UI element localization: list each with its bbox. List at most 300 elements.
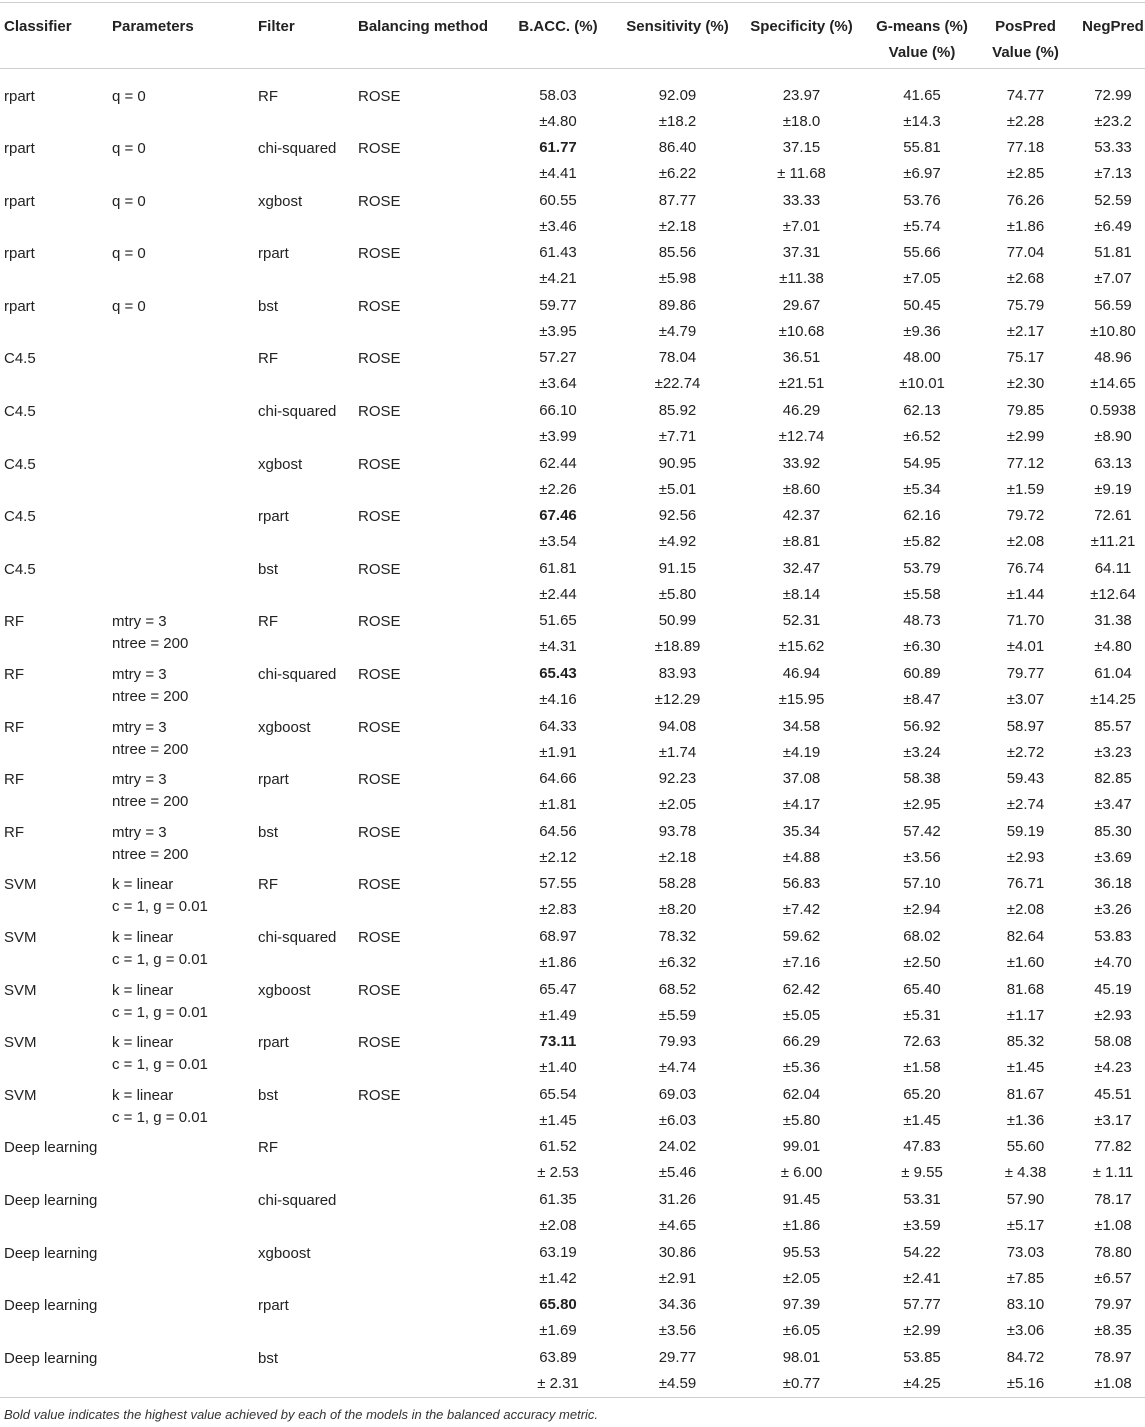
col-header-gmeans: G-means (%) Value (%) xyxy=(864,3,980,69)
filter-label: xgboost xyxy=(258,981,311,999)
sensitivity-sd: ±18.2 xyxy=(658,112,697,130)
pospred-value: 74.77 xyxy=(1006,86,1045,104)
negpred-value: 72.61 xyxy=(1094,507,1132,525)
gmeans-value: 72.63 xyxy=(903,1033,941,1051)
classifier-cell xyxy=(0,398,112,451)
gmeans-sd: ±3.59 xyxy=(903,1216,941,1234)
negpred-sd: ±6.49 xyxy=(1094,217,1132,235)
gmeans-cell xyxy=(864,83,980,136)
specificity-cell xyxy=(739,1345,864,1398)
pospred-cell xyxy=(980,556,1071,609)
table-row xyxy=(0,766,1145,819)
pospred-sd: ±3.07 xyxy=(1006,691,1045,709)
bacc-value: 61.77 xyxy=(539,139,577,157)
pospred-value: 83.10 xyxy=(1006,1296,1045,1314)
negpred-sd: ±7.13 xyxy=(1094,165,1132,183)
sensitivity-sd: ±4.92 xyxy=(658,533,697,551)
gmeans-cell xyxy=(864,188,980,241)
bacc-sd: ±4.41 xyxy=(539,165,577,183)
gmeans-cell xyxy=(864,345,980,398)
filter-label: RF xyxy=(258,876,278,894)
specificity-cell xyxy=(739,1134,864,1187)
filter-label: rpart xyxy=(258,1034,289,1052)
classifier-cell xyxy=(0,661,112,714)
negpred-cell xyxy=(1071,871,1145,924)
specificity-sd: ±2.05 xyxy=(782,1269,821,1287)
sensitivity-sd: ±5.80 xyxy=(658,585,697,603)
col-header-parameters: Parameters xyxy=(112,3,258,69)
sensitivity-sd: ±4.59 xyxy=(658,1374,697,1392)
table-row xyxy=(0,661,1145,714)
specificity-value: 97.39 xyxy=(782,1296,821,1314)
classifier-label: RF xyxy=(4,823,24,841)
pospred-cell xyxy=(980,714,1071,767)
table-row xyxy=(0,608,1145,661)
bacc-cell xyxy=(500,451,616,504)
bacc-value: 60.55 xyxy=(539,191,577,209)
table-row xyxy=(0,977,1145,1030)
balancing-cell xyxy=(358,345,500,398)
classifier-label: rpart xyxy=(4,192,35,210)
gmeans-sd: ±9.36 xyxy=(903,322,941,340)
filter-label: xgbost xyxy=(258,192,303,210)
specificity-sd: ±1.86 xyxy=(782,1216,821,1234)
sensitivity-value: 30.86 xyxy=(658,1243,697,1261)
col-header-specificity: Specificity (%) xyxy=(739,3,864,69)
classifier-cell xyxy=(0,608,112,661)
pospred-value: 57.90 xyxy=(1006,1190,1045,1208)
sensitivity-cell xyxy=(616,135,739,188)
table-row xyxy=(0,345,1145,398)
negpred-sd: ±1.08 xyxy=(1094,1374,1132,1392)
gmeans-value: 47.83 xyxy=(903,1138,941,1156)
parameters-cell xyxy=(112,1292,258,1345)
filter-cell xyxy=(258,240,358,293)
balancing-label: ROSE xyxy=(358,403,401,421)
filter-cell xyxy=(258,293,358,346)
negpred-sd: ±14.25 xyxy=(1090,691,1136,709)
pospred-value: 77.18 xyxy=(1006,139,1045,157)
table-row xyxy=(0,293,1145,346)
parameters-cell xyxy=(112,819,258,872)
parameter-line: c = 1, g = 0.01 xyxy=(112,1003,208,1021)
parameters-cell xyxy=(112,1240,258,1293)
negpred-cell xyxy=(1071,293,1145,346)
sensitivity-sd: ±1.74 xyxy=(658,743,697,761)
parameter-line: q = 0 xyxy=(112,192,146,210)
sensitivity-cell xyxy=(616,1082,739,1135)
classifier-label: SVM xyxy=(4,876,37,894)
balancing-cell xyxy=(358,766,500,819)
pospred-cell xyxy=(980,819,1071,872)
gmeans-sd: ±4.25 xyxy=(903,1374,941,1392)
bacc-value: 65.43 xyxy=(539,665,577,683)
bacc-sd: ±1.42 xyxy=(539,1269,577,1287)
pospred-cell xyxy=(980,83,1071,136)
gmeans-sd: ±8.47 xyxy=(903,691,941,709)
table-row xyxy=(0,1029,1145,1082)
sensitivity-sd: ±2.18 xyxy=(658,848,697,866)
filter-cell xyxy=(258,135,358,188)
filter-label: chi-squared xyxy=(258,403,337,421)
parameter-line: ntree = 200 xyxy=(112,845,189,863)
filter-cell xyxy=(258,188,358,241)
sensitivity-cell xyxy=(616,1345,739,1398)
negpred-value: 82.85 xyxy=(1094,770,1132,788)
pospred-cell xyxy=(980,766,1071,819)
sensitivity-value: 87.77 xyxy=(658,191,697,209)
gmeans-value: 60.89 xyxy=(903,665,941,683)
classifier-cell xyxy=(0,1345,112,1398)
filter-cell xyxy=(258,924,358,977)
balancing-label: ROSE xyxy=(358,981,401,999)
specificity-cell xyxy=(739,1187,864,1240)
specificity-value: 42.37 xyxy=(782,507,821,525)
bacc-value: 58.03 xyxy=(539,86,577,104)
classifier-cell xyxy=(0,924,112,977)
filter-label: bst xyxy=(258,297,279,315)
pospred-sd: ±2.28 xyxy=(1006,112,1045,130)
specificity-value: 29.67 xyxy=(782,296,821,314)
bacc-value: 65.54 xyxy=(539,1085,577,1103)
balancing-cell xyxy=(358,608,500,661)
specificity-cell xyxy=(739,345,864,398)
parameter-line: k = linear xyxy=(112,1034,174,1052)
table-row xyxy=(0,924,1145,977)
pospred-cell xyxy=(980,240,1071,293)
negpred-cell xyxy=(1071,556,1145,609)
bacc-cell xyxy=(500,766,616,819)
sensitivity-sd: ±5.59 xyxy=(658,1006,697,1024)
sensitivity-value: 83.93 xyxy=(658,665,697,683)
pospred-sd: ±2.72 xyxy=(1006,743,1045,761)
sensitivity-value: 24.02 xyxy=(658,1138,697,1156)
specificity-value: 99.01 xyxy=(782,1138,821,1156)
pospred-sd: ±7.85 xyxy=(1006,1269,1045,1287)
classifier-cell xyxy=(0,188,112,241)
classifier-cell xyxy=(0,293,112,346)
classifier-label: C4.5 xyxy=(4,560,36,578)
gmeans-cell xyxy=(864,766,980,819)
sensitivity-value: 92.09 xyxy=(658,86,697,104)
bacc-cell xyxy=(500,1240,616,1293)
specificity-sd: ±4.19 xyxy=(782,743,821,761)
specificity-value: 52.31 xyxy=(782,612,821,630)
parameter-line: k = linear xyxy=(112,1086,174,1104)
parameters-cell xyxy=(112,135,258,188)
table-row xyxy=(0,1292,1145,1345)
sensitivity-cell xyxy=(616,1029,739,1082)
balancing-label: ROSE xyxy=(358,613,401,631)
bacc-sd: ±4.80 xyxy=(539,112,577,130)
pospred-sd: ±5.16 xyxy=(1006,1374,1045,1392)
classifier-cell xyxy=(0,1134,112,1187)
gmeans-cell xyxy=(864,240,980,293)
negpred-cell xyxy=(1071,1029,1145,1082)
classifier-cell xyxy=(0,819,112,872)
classifier-label: RF xyxy=(4,718,24,736)
sensitivity-sd: ±8.20 xyxy=(658,901,697,919)
negpred-sd: ±8.90 xyxy=(1094,428,1132,446)
col-header-pospred: PosPred Value (%) xyxy=(980,3,1071,69)
sensitivity-value: 86.40 xyxy=(658,139,697,157)
specificity-value: 98.01 xyxy=(782,1348,821,1366)
gmeans-cell xyxy=(864,1187,980,1240)
balancing-cell xyxy=(358,556,500,609)
sensitivity-cell xyxy=(616,977,739,1030)
specificity-value: 33.33 xyxy=(782,191,821,209)
sensitivity-sd: ±18.89 xyxy=(654,638,701,656)
specificity-sd: ±11.38 xyxy=(779,270,824,288)
col-header-balancing: Balancing method xyxy=(358,3,500,69)
negpred-sd: ±3.17 xyxy=(1094,1111,1132,1129)
classifier-label: RF xyxy=(4,666,24,684)
bacc-cell xyxy=(500,1187,616,1240)
specificity-sd: ±18.0 xyxy=(782,112,821,130)
pospred-sd: ±1.44 xyxy=(1006,585,1045,603)
pospred-cell xyxy=(980,871,1071,924)
negpred-cell xyxy=(1071,83,1145,136)
pospred-sd: ±4.01 xyxy=(1006,638,1045,656)
balancing-label: ROSE xyxy=(358,666,401,684)
specificity-cell xyxy=(739,398,864,451)
pospred-cell xyxy=(980,924,1071,977)
pospred-sd: ±2.85 xyxy=(1006,165,1045,183)
negpred-value: 64.11 xyxy=(1094,559,1132,577)
bacc-cell xyxy=(500,83,616,136)
sensitivity-cell xyxy=(616,819,739,872)
sensitivity-value: 93.78 xyxy=(658,822,697,840)
pospred-value: 82.64 xyxy=(1006,928,1045,945)
sensitivity-cell xyxy=(616,924,739,977)
balancing-cell xyxy=(358,1240,500,1293)
filter-label: bst xyxy=(258,560,279,578)
gmeans-cell xyxy=(864,1134,980,1187)
filter-label: xgbost xyxy=(258,455,303,473)
specificity-value: 33.92 xyxy=(782,454,821,472)
balancing-cell xyxy=(358,819,500,872)
pospred-cell xyxy=(980,661,1071,714)
table-row xyxy=(0,1187,1145,1240)
pospred-value: 76.71 xyxy=(1006,875,1045,893)
gmeans-sd: ±1.45 xyxy=(903,1111,941,1129)
negpred-sd: ±9.19 xyxy=(1094,480,1132,498)
classifier-label: Deep learning xyxy=(4,1139,98,1157)
gmeans-cell xyxy=(864,1082,980,1135)
table-row xyxy=(0,83,1145,136)
bacc-sd: ±1.49 xyxy=(539,1006,577,1024)
bacc-value: 61.52 xyxy=(539,1138,577,1156)
filter-cell xyxy=(258,661,358,714)
parameter-line: k = linear xyxy=(112,876,174,894)
balancing-cell xyxy=(358,503,500,556)
sensitivity-sd: ±12.29 xyxy=(654,691,701,709)
bacc-sd: ± 2.31 xyxy=(537,1374,579,1392)
filter-label: bst xyxy=(258,823,279,841)
classifier-cell xyxy=(0,1029,112,1082)
sensitivity-value: 50.99 xyxy=(658,612,697,630)
classifier-label: Deep learning xyxy=(4,1244,98,1262)
specificity-sd: ±21.51 xyxy=(778,375,825,393)
pospred-cell xyxy=(980,135,1071,188)
parameters-cell xyxy=(112,1029,258,1082)
negpred-sd: ±6.57 xyxy=(1094,1269,1132,1287)
gmeans-sd: ±5.74 xyxy=(903,217,941,235)
balancing-cell xyxy=(358,1187,500,1240)
gmeans-sd: ±6.52 xyxy=(903,428,941,446)
header-row xyxy=(0,3,1145,69)
filter-label: xgboost xyxy=(258,718,311,736)
specificity-sd: ±5.05 xyxy=(782,1006,821,1024)
negpred-value: 77.82 xyxy=(1094,1138,1132,1156)
pospred-value: 55.60 xyxy=(1006,1138,1045,1156)
table-row xyxy=(0,556,1145,609)
parameter-line: c = 1, g = 0.01 xyxy=(112,898,208,916)
negpred-value: 85.57 xyxy=(1094,717,1132,735)
parameter-line: ntree = 200 xyxy=(112,793,189,811)
table-row xyxy=(0,1082,1145,1135)
specificity-cell xyxy=(739,188,864,241)
parameters-cell xyxy=(112,293,258,346)
gmeans-cell xyxy=(864,1240,980,1293)
specificity-value: 46.29 xyxy=(782,402,821,420)
negpred-value: 48.96 xyxy=(1094,349,1132,367)
sensitivity-cell xyxy=(616,398,739,451)
bacc-sd: ±1.69 xyxy=(539,1322,577,1340)
sensitivity-cell xyxy=(616,556,739,609)
sensitivity-cell xyxy=(616,714,739,767)
negpred-sd: ± 1.11 xyxy=(1092,1164,1134,1182)
bacc-cell xyxy=(500,503,616,556)
pospred-cell xyxy=(980,1082,1071,1135)
balancing-cell xyxy=(358,240,500,293)
parameters-cell xyxy=(112,977,258,1030)
pospred-sd: ±1.17 xyxy=(1006,1006,1045,1024)
sensitivity-value: 58.28 xyxy=(658,875,697,893)
sensitivity-sd: ±4.65 xyxy=(658,1216,697,1234)
bacc-sd: ±3.64 xyxy=(539,375,577,393)
balancing-label: ROSE xyxy=(358,350,401,368)
negpred-sd: ±3.47 xyxy=(1094,796,1132,814)
parameters-cell xyxy=(112,83,258,136)
pospred-sd: ±3.06 xyxy=(1006,1322,1045,1340)
classifier-cell xyxy=(0,83,112,136)
gmeans-sd: ±3.24 xyxy=(903,743,941,761)
balancing-label: ROSE xyxy=(358,297,401,315)
gmeans-value: 62.16 xyxy=(903,507,941,525)
gmeans-sd: ±7.05 xyxy=(903,270,941,288)
bacc-cell xyxy=(500,293,616,346)
negpred-cell xyxy=(1071,1187,1145,1240)
balancing-cell xyxy=(358,83,500,136)
negpred-cell xyxy=(1071,503,1145,556)
parameters-cell xyxy=(112,451,258,504)
pospred-sd: ±5.17 xyxy=(1006,1216,1045,1234)
specificity-value: 62.42 xyxy=(782,980,821,998)
specificity-cell xyxy=(739,503,864,556)
sensitivity-value: 85.92 xyxy=(658,402,697,420)
filter-label: RF xyxy=(258,613,278,631)
filter-label: bst xyxy=(258,1349,279,1367)
classifier-cell xyxy=(0,1240,112,1293)
balancing-label: ROSE xyxy=(358,823,401,841)
negpred-cell xyxy=(1071,188,1145,241)
parameters-cell xyxy=(112,345,258,398)
parameters-cell xyxy=(112,1187,258,1240)
bacc-cell xyxy=(500,188,616,241)
parameters-cell xyxy=(112,766,258,819)
bacc-cell xyxy=(500,1292,616,1345)
gmeans-value: 57.10 xyxy=(903,875,941,893)
gmeans-sd: ±2.50 xyxy=(903,954,941,971)
sensitivity-cell xyxy=(616,871,739,924)
parameter-line: k = linear xyxy=(112,929,174,946)
bacc-cell xyxy=(500,1134,616,1187)
sensitivity-cell xyxy=(616,1134,739,1187)
filter-cell xyxy=(258,1240,358,1293)
classifier-label: RF xyxy=(4,613,24,631)
bacc-sd: ±3.46 xyxy=(539,217,577,235)
filter-label: chi-squared xyxy=(258,666,337,684)
sensitivity-sd: ±6.32 xyxy=(658,954,697,971)
specificity-sd: ±7.42 xyxy=(782,901,821,919)
sensitivity-sd: ±2.91 xyxy=(658,1269,697,1287)
pospred-sd: ± 4.38 xyxy=(1004,1164,1047,1182)
parameter-line: mtry = 3 xyxy=(112,613,167,631)
pospred-value: 58.97 xyxy=(1006,717,1045,735)
balancing-cell xyxy=(358,1134,500,1187)
classifier-label: rpart xyxy=(4,245,35,263)
bacc-cell xyxy=(500,924,616,977)
bacc-value: 51.65 xyxy=(539,612,577,630)
negpred-value: 78.17 xyxy=(1094,1190,1132,1208)
parameter-line: mtry = 3 xyxy=(112,823,167,841)
classifier-cell xyxy=(0,871,112,924)
negpred-value: 63.13 xyxy=(1094,454,1132,472)
balancing-cell xyxy=(358,714,500,767)
filter-cell xyxy=(258,1292,358,1345)
sensitivity-sd: ±6.03 xyxy=(658,1111,697,1129)
sensitivity-cell xyxy=(616,1292,739,1345)
negpred-sd: ±2.93 xyxy=(1094,1006,1132,1024)
table-row xyxy=(0,714,1145,767)
filter-cell xyxy=(258,345,358,398)
specificity-value: 36.51 xyxy=(782,349,821,367)
classifier-cell xyxy=(0,451,112,504)
bacc-value: 57.27 xyxy=(539,349,577,367)
bacc-cell xyxy=(500,977,616,1030)
col-header-bacc: B.ACC. (%) xyxy=(500,3,616,69)
parameter-line: c = 1, g = 0.01 xyxy=(112,951,208,968)
negpred-value: 31.38 xyxy=(1094,612,1132,630)
filter-cell xyxy=(258,714,358,767)
negpred-cell xyxy=(1071,608,1145,661)
pospred-cell xyxy=(980,1134,1071,1187)
specificity-sd: ±5.36 xyxy=(782,1059,821,1077)
parameter-line: ntree = 200 xyxy=(112,688,189,706)
col-header-classifier: Classifier xyxy=(0,3,112,69)
negpred-value: 78.80 xyxy=(1094,1243,1132,1261)
negpred-cell xyxy=(1071,1292,1145,1345)
gmeans-cell xyxy=(864,135,980,188)
filter-label: bst xyxy=(258,1086,279,1104)
gmeans-value: 41.65 xyxy=(903,86,941,104)
classifier-label: Deep learning xyxy=(4,1349,98,1367)
filter-cell xyxy=(258,819,358,872)
specificity-value: 32.47 xyxy=(782,559,821,577)
filter-cell xyxy=(258,977,358,1030)
balancing-label: ROSE xyxy=(358,245,401,263)
